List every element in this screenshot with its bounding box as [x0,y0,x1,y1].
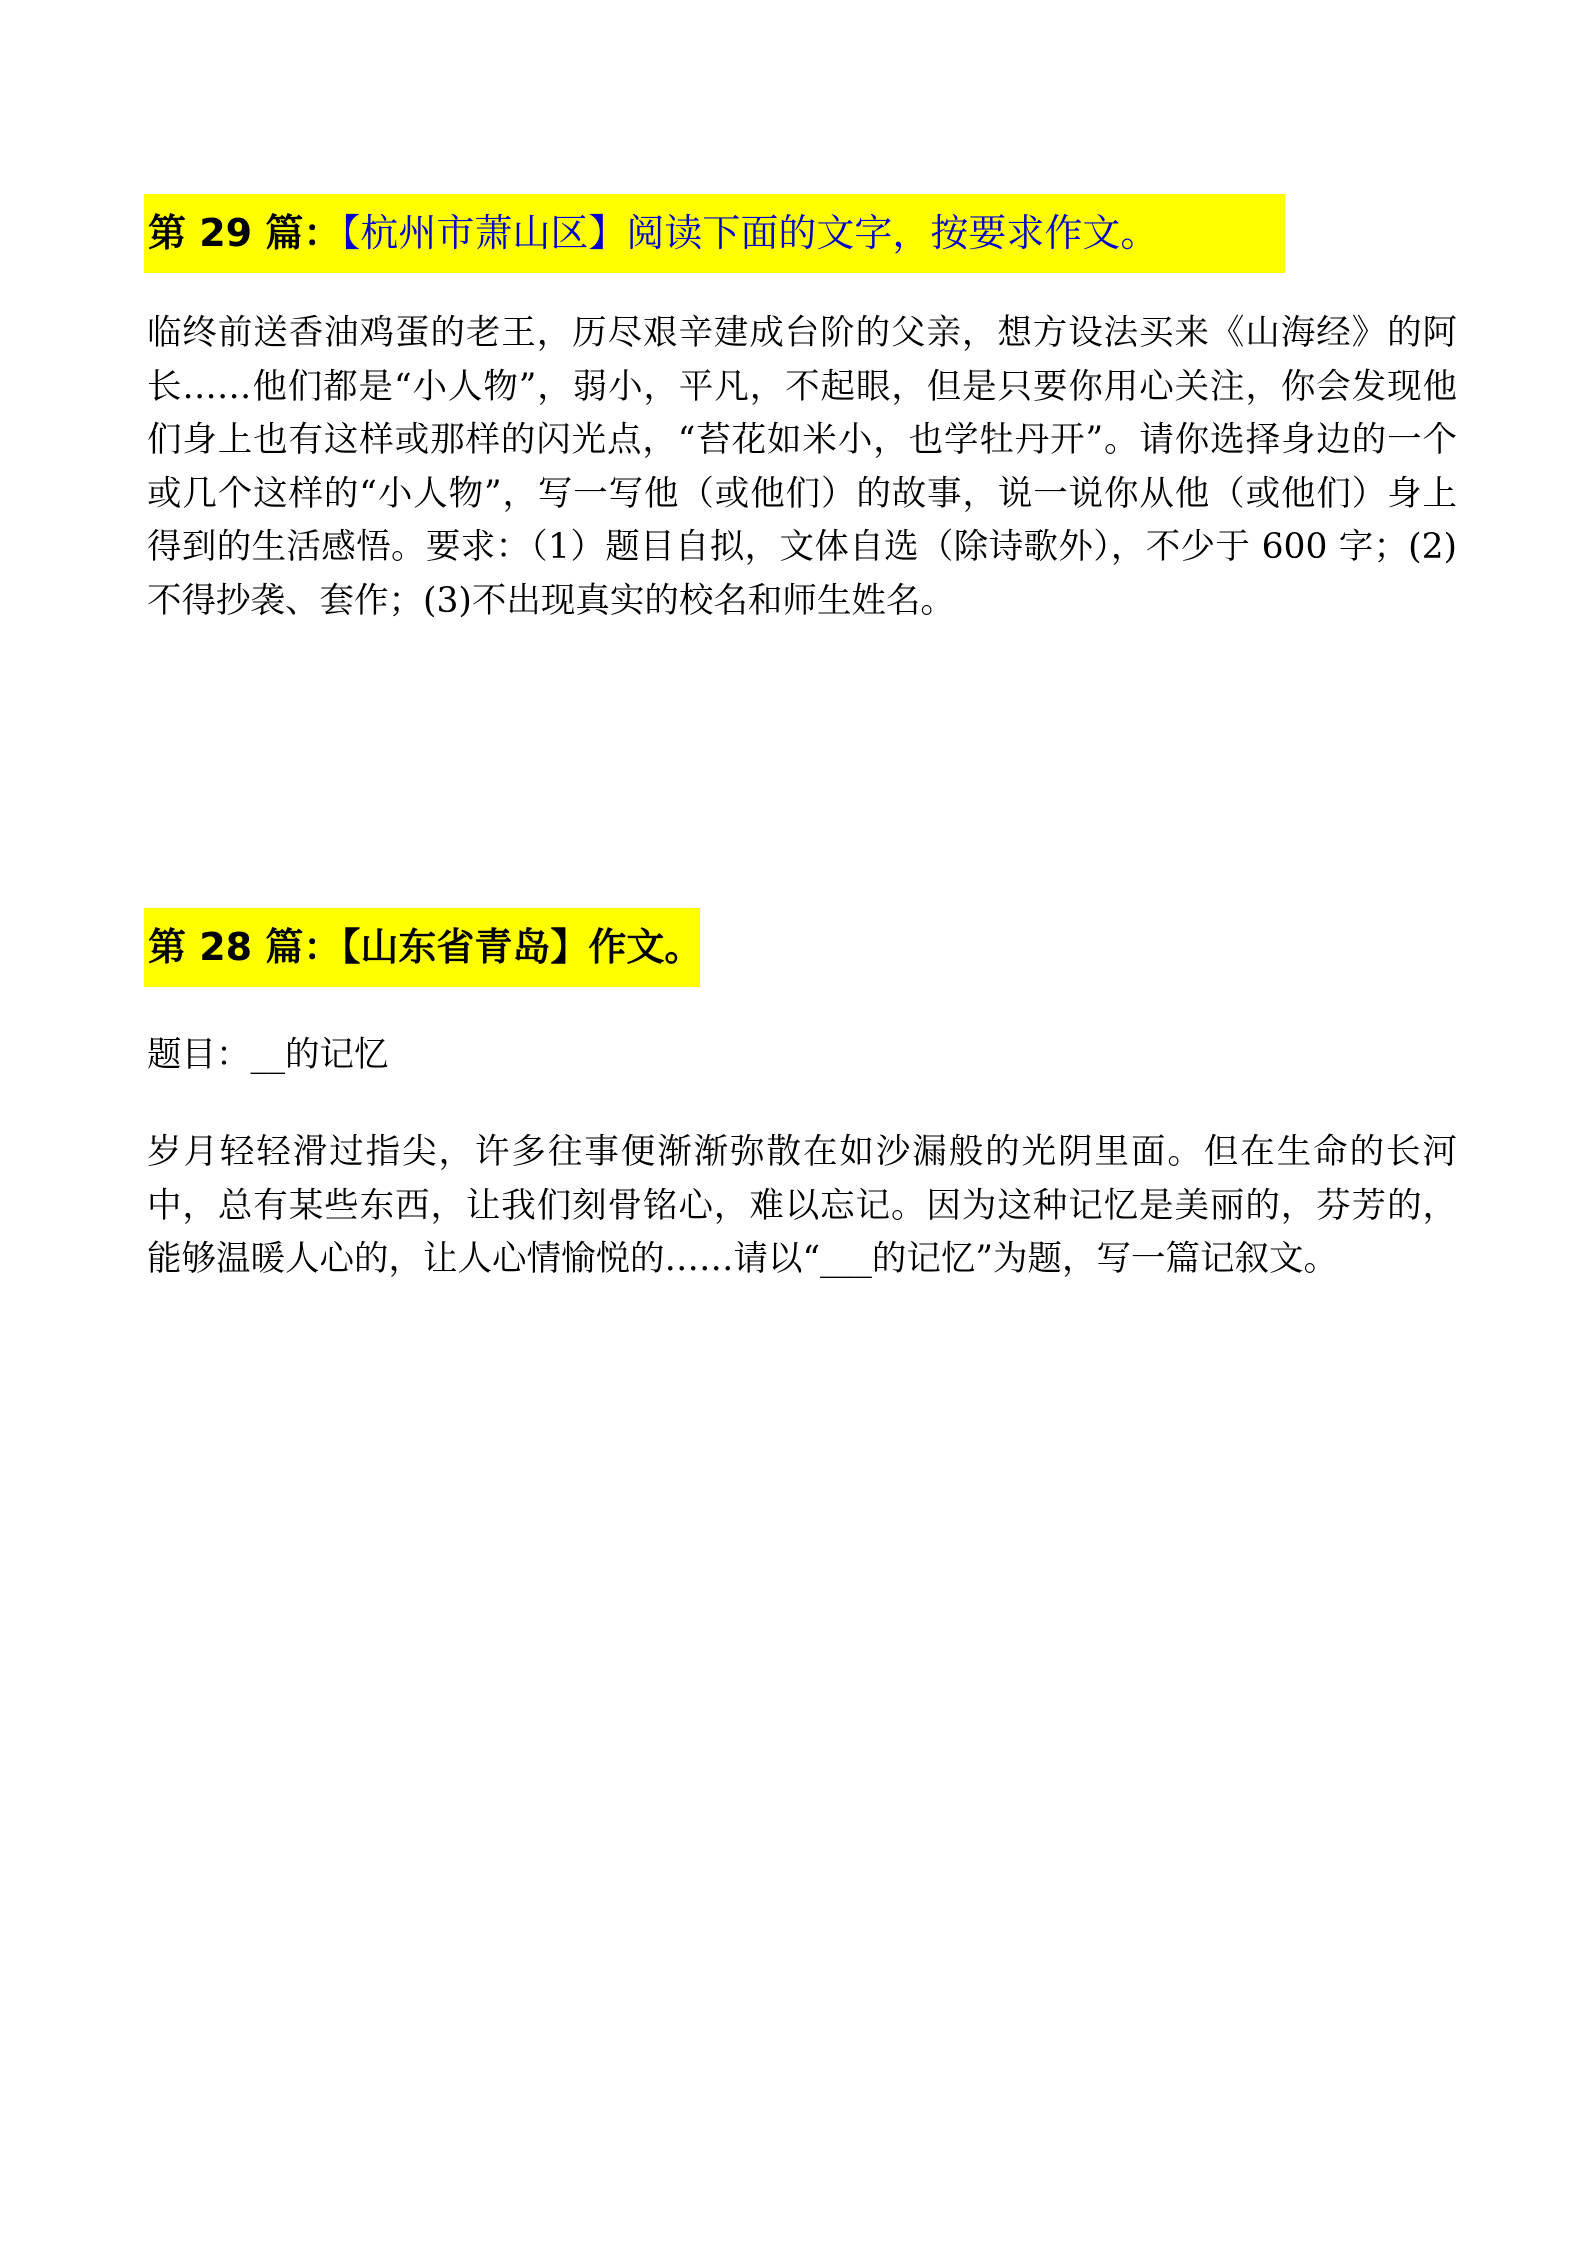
section-29-number: 第 29 篇： [148,211,342,255]
section-29-heading [144,194,1285,273]
section-28-topic: 题目：__的记忆 [147,1035,389,1075]
section-29-prompt: 临终前送香油鸡蛋的老王，历尽艰辛建成台阶的父亲，想方设法买来《山海经》的阿长……他们都是“小人物”，弱小，平凡，不起眼，但是只要你用心关注，你会发现他们身上也有这样或那样的闪光点，“苔花如米小，也学牡丹开”。请你选择身边的一个或几个这样的“小人物”，写一写他（或他们）的故事，说一说你从他（或他们）身上得到的生活感悟。要求：（1）题目自拟，文体自选（除诗歌外），不少于 600 字；(2)不得抄袭、套作；(3)不出现真实的校名和师生姓名。 [147,313,1457,621]
section-28-title: 【山东省青岛】作文。 [341,925,703,969]
section-28-heading [144,908,703,987]
section-29-title: 【杭州市萧山区】阅读下面的文字，按要求作文。 [341,211,1159,255]
section-28-number: 第 28 篇： [148,925,342,969]
section-28-prompt: 岁月轻轻滑过指尖，许多往事便渐渐弥散在如沙漏般的光阴里面。但在生命的长河中，总有某些东西，让我们刻骨铭心，难以忘记。因为这种记忆是美丽的，芬芳的，能够温暖人心的，让人心情愉悦的……请以“___的记忆”为题，写一篇记叙文。 [147,1132,1457,1279]
